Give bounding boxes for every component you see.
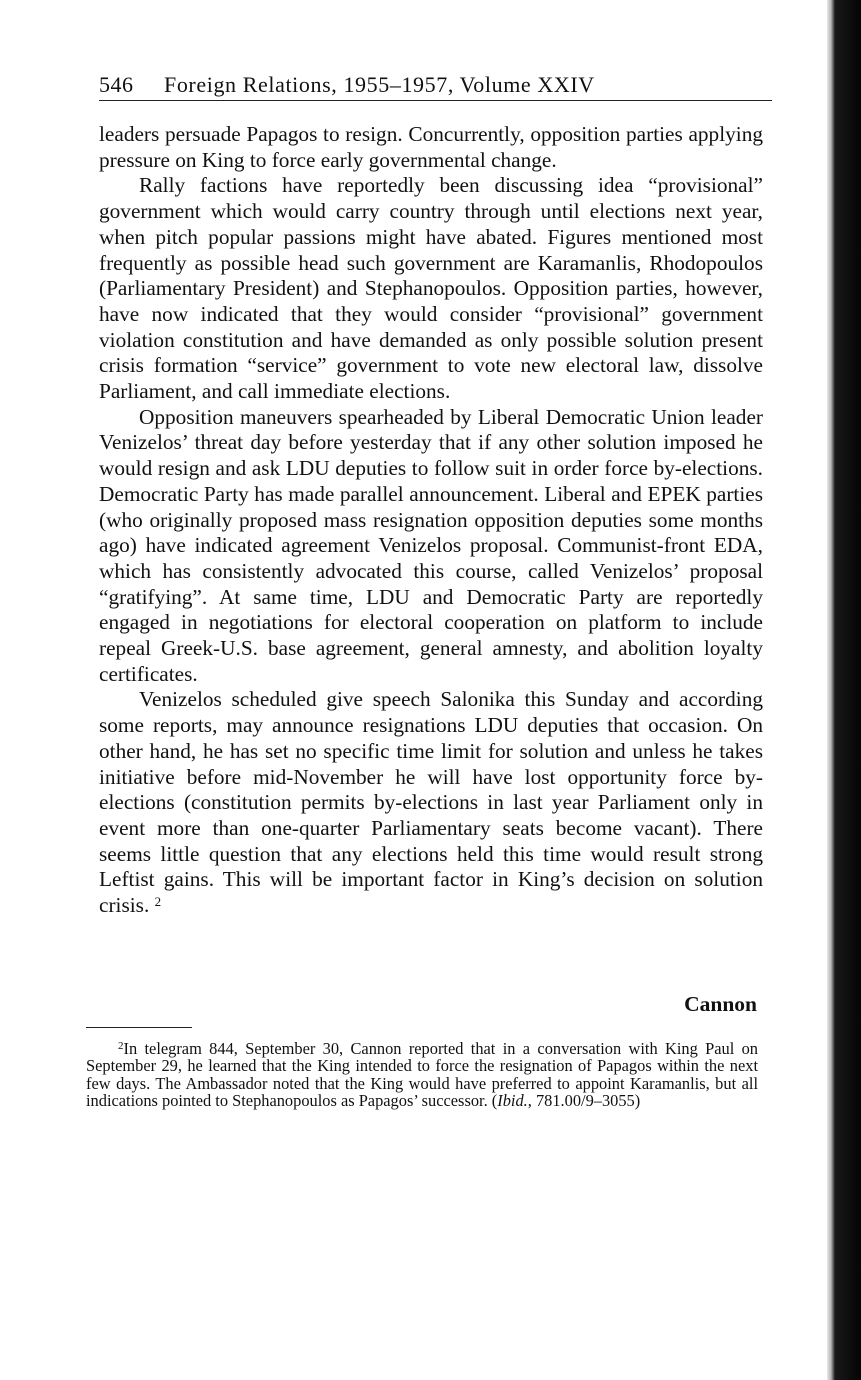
footnote-paragraph [86, 1040, 758, 1110]
paragraph-text: Venizelos scheduled give speech Salonika this Sunday and according some reports, may announce resignations LDU deputies that occasion. On other hand, he has set no specific time limit for solution and unless he takes initiative before mid-November he will have lost opportunity force by-elections (constitution permits by-elections in last year Parliament only in event more than one-quarter Parliamentary seats become vacant). There seems little question that any elections held this time would result strong Leftist gains. This will be important factor in King’s decision on solution crisis. [99, 687, 763, 918]
footnote-divider [86, 1027, 192, 1028]
paragraph-opposition-maneuvers: Opposition maneuvers spearheaded by Liberal Democratic Union leader Venizelos’ threat day before yesterday that if any other solution imposed he would resign and ask LDU deputies to follow suit in order force by-elections. Democratic Party has made parallel announcement. Liberal and EPEK parties (who originally proposed mass resignation opposition deputies some months ago) have indicated agreement Venizelos proposal. Communist-front EDA, which has consistently advocated this course, called Venizelos’ proposal “gratifying”. At same time, LDU and Democratic Party are reportedly engaged in negotiations for electoral cooperation on platform to include repeal Greek-U.S. base agreement, general amnesty, and abolition loyalty certificates. [99, 404, 763, 686]
telegram-body [99, 122, 763, 919]
footnote-text: In telegram 844, September 30, Cannon reported that in a conversation with King Paul on September 29, he learned that the King intended to force the resignation of Papagos within the next few days. The Ambassador noted that the King would have preferred to appoint Karamanlis, but all indications pointed to Stephanopoulos as Papagos’ successor. ( [86, 1039, 758, 1111]
scan-page-edge [827, 0, 861, 1380]
footnote [86, 1040, 758, 1110]
paragraph-venizelos-speech [99, 687, 763, 918]
signature: Cannon [684, 992, 757, 1016]
footnote-reference: 2 [154, 894, 162, 910]
running-title: Foreign Relations, 1955–1957, Volume XXIV [164, 72, 595, 97]
paragraph-rally-factions: Rally factions have reportedly been discussing idea “provisional” government which would carry country through until elections next year, when pitch popular passions might have abated. Figures mentioned most frequently as possible head such government are Karamanlis, Rhodopoulos (Parliamentary President) and Stephanopoulos. Opposition parties, however, have now indicated that they would consider “provisional” government violation constitution and have demanded as only possible solution present crisis formation “service” government to vote new electoral law, dissolve Parliament, and call immediate elections. [99, 173, 763, 404]
footnote-citation-file: , 781.00/9–3055) [527, 1091, 641, 1111]
running-header [99, 70, 772, 101]
page-number: 546 [99, 72, 134, 97]
paragraph-continued: leaders persuade Papagos to resign. Concurrently, opposition parties applying pressure on King to force early governmental change. [99, 122, 763, 172]
footnote-marker: 2 [118, 1040, 124, 1052]
footnote-citation-ibid: Ibid. [497, 1091, 528, 1111]
